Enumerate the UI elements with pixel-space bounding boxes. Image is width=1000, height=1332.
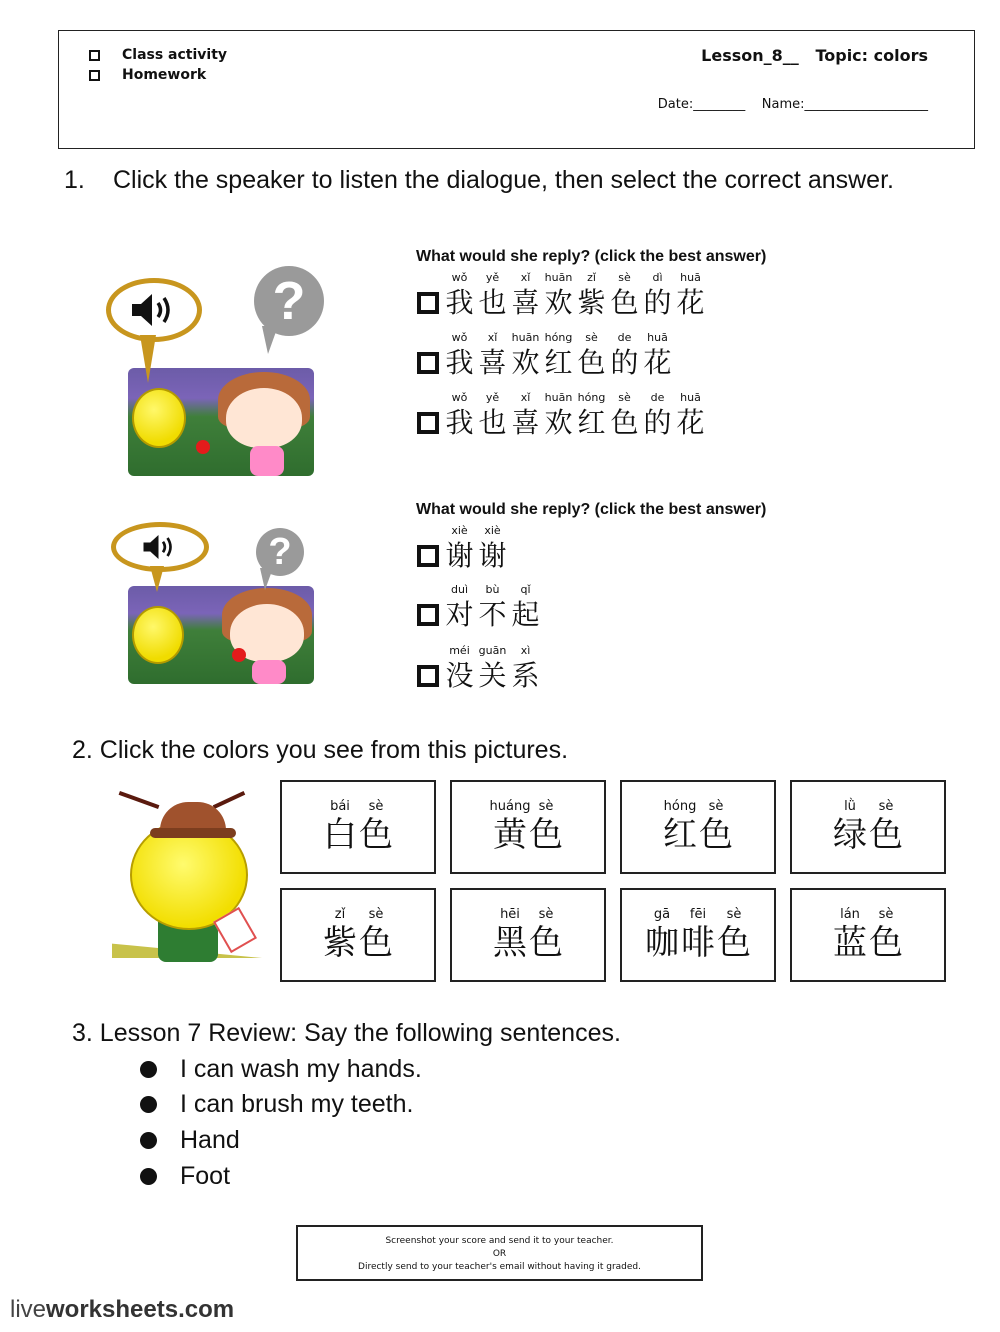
pinyin-text: xǐ — [520, 271, 531, 284]
hanzi-text: 谢 — [478, 539, 507, 572]
hanzi-text: 红 — [577, 406, 606, 439]
pinyin-text: sè — [368, 907, 384, 922]
hanzi-text: 色 — [359, 815, 393, 855]
hanzi-with-pinyin — [868, 907, 904, 963]
hanzi-with-pinyin — [575, 390, 608, 440]
logo-part-com: .com — [178, 1296, 235, 1323]
submit-instructions — [296, 1225, 703, 1281]
hanzi-text: 黑 — [493, 923, 527, 963]
hanzi-text: 系 — [511, 659, 540, 692]
pinyin-text: huān — [511, 331, 540, 344]
hanzi-text: 对 — [445, 598, 474, 631]
worksheet-header — [58, 30, 975, 149]
bubble-tail — [150, 566, 164, 592]
pinyin-text: sè — [878, 799, 894, 814]
pinyin-text: huā — [680, 391, 701, 404]
hanzi-with-pinyin — [322, 907, 358, 963]
hanzi-text: 我 — [445, 346, 474, 379]
bullet-icon — [140, 1061, 157, 1078]
hanzi-with-pinyin — [509, 582, 542, 632]
logo-part-live: live — [10, 1296, 47, 1323]
hanzi-with-pinyin — [443, 270, 476, 320]
question-bubble-icon: ? — [254, 266, 324, 336]
pinyin-text: huā — [647, 331, 668, 344]
bullet-icon — [140, 1168, 157, 1185]
hanzi-with-pinyin — [542, 270, 575, 320]
hanzi-with-pinyin — [476, 390, 509, 440]
pinyin-text: wǒ — [451, 391, 468, 404]
hanzi-text: 色 — [869, 815, 903, 855]
hanzi-with-pinyin — [716, 907, 752, 963]
q1-title: Click the speaker to listen the dialogue, then select the correct answer. — [113, 166, 894, 194]
hanzi-with-pinyin — [476, 270, 509, 320]
review-item-text: Hand — [180, 1126, 240, 1154]
pinyin-text: xì — [520, 644, 531, 657]
garden-picture — [128, 586, 314, 684]
pinyin-text: lǜ — [844, 799, 856, 814]
review-item — [140, 1162, 230, 1191]
hanzi-with-pinyin — [476, 330, 509, 380]
pinyin-text: hēi — [500, 907, 520, 922]
answer-option-2c[interactable] — [417, 643, 542, 693]
pinyin-text: huān — [544, 271, 573, 284]
pinyin-text: zǐ — [334, 907, 346, 922]
hanzi-with-pinyin — [443, 582, 476, 632]
review-item-text: Foot — [180, 1162, 231, 1190]
hanzi-text: 欢 — [544, 406, 573, 439]
pinyin-text: sè — [538, 799, 554, 814]
color-card-red[interactable] — [620, 780, 776, 874]
hanzi-with-pinyin — [476, 582, 509, 632]
q1-prompt-2: What would she reply? (click the best answer) — [416, 501, 767, 518]
hanzi-text: 的 — [610, 346, 639, 379]
review-item — [140, 1126, 240, 1155]
checkbox-icon[interactable] — [417, 412, 439, 434]
speaker-bubble-2[interactable] — [111, 522, 209, 572]
hanzi-text: 色 — [529, 923, 563, 963]
answer-option-2b[interactable] — [417, 582, 542, 632]
hanzi-text: 色 — [577, 346, 606, 379]
question-bubble-tail — [260, 568, 273, 590]
hanzi-text: 色 — [529, 815, 563, 855]
pinyin-text: lán — [840, 907, 860, 922]
checkbox-icon[interactable] — [417, 604, 439, 626]
pinyin-text: xiè — [451, 524, 468, 537]
date-name-line: Date:________ Name:___________________ — [657, 97, 928, 112]
hanzi-with-pinyin — [674, 270, 707, 320]
hanzi-text: 色 — [610, 286, 639, 319]
hanzi-with-pinyin — [575, 330, 608, 380]
lesson-topic: Lesson_8__ Topic: colors — [701, 46, 928, 65]
hanzi-text: 欢 — [511, 346, 540, 379]
hanzi-with-pinyin — [641, 330, 674, 380]
hanzi-text: 谢 — [445, 539, 474, 572]
color-card-purple[interactable] — [280, 888, 436, 982]
pinyin-text: xǐ — [487, 331, 498, 344]
hanzi-text: 花 — [643, 346, 672, 379]
pinyin-text: sè — [585, 331, 598, 344]
hanzi-text: 红 — [544, 346, 573, 379]
hanzi-text: 紫 — [323, 923, 357, 963]
hanzi-with-pinyin — [868, 799, 904, 855]
checkbox-icon[interactable] — [417, 352, 439, 374]
pinyin-text: méi — [449, 644, 470, 657]
bee-character — [132, 606, 184, 664]
hanzi-text: 白 — [323, 815, 357, 855]
hanzi-with-pinyin — [698, 799, 734, 855]
hanzi-with-pinyin — [575, 270, 608, 320]
hanzi-with-pinyin — [476, 523, 509, 573]
antenna-left — [119, 791, 160, 809]
hanzi-text: 黄 — [493, 815, 527, 855]
hanzi-with-pinyin — [443, 523, 476, 573]
hanzi-with-pinyin — [680, 907, 716, 963]
q1-number: 1. — [64, 166, 85, 194]
class-activity-checkbox[interactable] — [89, 47, 227, 63]
checkbox-icon[interactable] — [417, 665, 439, 687]
hanzi-text: 关 — [478, 659, 507, 692]
q1-prompt-1: What would she reply? (click the best answer) — [416, 248, 767, 265]
girl-dress — [252, 660, 286, 684]
color-card-blue[interactable] — [790, 888, 946, 982]
pinyin-text: duì — [450, 583, 468, 596]
hanzi-with-pinyin — [662, 799, 698, 855]
bullet-icon — [140, 1132, 157, 1149]
hanzi-with-pinyin — [832, 799, 868, 855]
hanzi-text: 欢 — [544, 286, 573, 319]
pinyin-text: huā — [680, 271, 701, 284]
speaker-icon — [130, 291, 178, 329]
hanzi-text: 花 — [676, 286, 705, 319]
hanzi-text: 色 — [359, 923, 393, 963]
pinyin-text: sè — [618, 391, 631, 404]
hanzi-text: 起 — [511, 598, 540, 631]
pinyin-text: sè — [618, 271, 631, 284]
hanzi-text: 红 — [663, 815, 697, 855]
hanzi-with-pinyin — [358, 907, 394, 963]
review-item — [140, 1090, 413, 1119]
antenna-right — [213, 791, 246, 809]
hanzi-with-pinyin — [528, 799, 564, 855]
color-card-green[interactable] — [790, 780, 946, 874]
hat-brim — [150, 828, 236, 838]
hanzi-with-pinyin — [322, 799, 358, 855]
hanzi-text: 色 — [610, 406, 639, 439]
hanzi-with-pinyin — [509, 643, 542, 693]
question-bubble-tail — [262, 326, 278, 354]
pinyin-text: sè — [368, 799, 384, 814]
review-item-text: I can wash my hands. — [180, 1055, 422, 1083]
hanzi-text: 色 — [699, 815, 733, 855]
color-card-black[interactable] — [450, 888, 606, 982]
pinyin-text: wǒ — [451, 271, 468, 284]
hanzi-with-pinyin — [358, 799, 394, 855]
pinyin-text: hóng — [663, 799, 697, 814]
color-card-yellow[interactable] — [450, 780, 606, 874]
instruction-line-3: Directly send to your teacher's email without having it graded. — [358, 1262, 641, 1272]
girl-face — [226, 388, 302, 448]
hanzi-text: 也 — [478, 286, 507, 319]
hanzi-text: 喜 — [511, 286, 540, 319]
liveworksheets-logo — [10, 1296, 234, 1324]
hanzi-with-pinyin — [443, 330, 476, 380]
pinyin-text: wǒ — [451, 331, 468, 344]
bullet-icon — [140, 1096, 157, 1113]
color-card-white[interactable] — [280, 780, 436, 874]
red-flower — [232, 648, 246, 662]
review-item-text: I can brush my teeth. — [180, 1090, 414, 1118]
hanzi-with-pinyin — [608, 390, 641, 440]
red-flower — [196, 440, 210, 454]
q2-title: 2. Click the colors you see from this pictures. — [72, 736, 569, 764]
pinyin-text: hóng — [577, 391, 606, 404]
instruction-line-2: OR — [492, 1249, 507, 1259]
hanzi-with-pinyin — [644, 907, 680, 963]
pinyin-text: guān — [478, 644, 507, 657]
hanzi-with-pinyin — [641, 270, 674, 320]
hanzi-text: 色 — [869, 923, 903, 963]
pinyin-text: gā — [653, 907, 671, 922]
hanzi-text: 色 — [717, 923, 751, 963]
pinyin-text: xiè — [484, 524, 501, 537]
hanzi-with-pinyin — [528, 907, 564, 963]
hanzi-with-pinyin — [443, 390, 476, 440]
hanzi-with-pinyin — [542, 390, 575, 440]
homework-label: Homework — [122, 67, 207, 83]
pinyin-text: de — [617, 331, 632, 344]
answer-option-1a[interactable] — [417, 270, 707, 320]
girl-dress — [250, 446, 284, 476]
hanzi-text: 也 — [478, 406, 507, 439]
pinyin-text: sè — [878, 907, 894, 922]
hanzi-text: 啡 — [681, 923, 715, 963]
pinyin-text: sè — [726, 907, 742, 922]
hanzi-text: 没 — [445, 659, 474, 692]
hanzi-text: 紫 — [577, 286, 606, 319]
q3-title: 3. Lesson 7 Review: Say the following sentences. — [72, 1019, 621, 1047]
logo-part-worksheets: worksheets — [46, 1296, 179, 1323]
hanzi-text: 蓝 — [833, 923, 867, 963]
hanzi-with-pinyin — [542, 330, 575, 380]
pinyin-text: qǐ — [520, 583, 531, 596]
hanzi-text: 绿 — [833, 815, 867, 855]
pinyin-text: dì — [652, 271, 663, 284]
bee-character — [132, 388, 186, 448]
hanzi-with-pinyin — [492, 907, 528, 963]
hanzi-text: 我 — [445, 286, 474, 319]
bubble-tail — [140, 335, 156, 383]
hanzi-with-pinyin — [509, 270, 542, 320]
speaker-icon — [142, 532, 178, 562]
pinyin-text: yě — [485, 271, 500, 284]
question-bubble-icon: ? — [256, 528, 304, 576]
checkbox-icon — [89, 50, 100, 61]
garden-picture — [128, 368, 314, 476]
hanzi-text: 咖 — [645, 923, 679, 963]
hanzi-with-pinyin — [509, 390, 542, 440]
color-card-brown[interactable] — [620, 888, 776, 982]
hanzi-with-pinyin — [674, 390, 707, 440]
answer-option-1c[interactable] — [417, 390, 707, 440]
checkbox-icon[interactable] — [417, 292, 439, 314]
hanzi-text: 花 — [676, 406, 705, 439]
pinyin-text: bái — [330, 799, 350, 814]
hanzi-text: 不 — [478, 598, 507, 631]
pinyin-text: hóng — [544, 331, 573, 344]
pinyin-text: bù — [485, 583, 500, 596]
checkbox-icon[interactable] — [417, 545, 439, 567]
hanzi-with-pinyin — [443, 643, 476, 693]
hanzi-with-pinyin — [608, 270, 641, 320]
hanzi-with-pinyin — [489, 799, 531, 855]
homework-checkbox[interactable] — [89, 67, 206, 83]
hanzi-with-pinyin — [641, 390, 674, 440]
checkbox-icon — [89, 70, 100, 81]
pinyin-text: sè — [538, 907, 554, 922]
pinyin-text: sè — [708, 799, 724, 814]
hanzi-text: 喜 — [478, 346, 507, 379]
pinyin-text: de — [650, 391, 665, 404]
hanzi-with-pinyin — [509, 330, 542, 380]
hanzi-text: 的 — [643, 406, 672, 439]
answer-option-1b[interactable] — [417, 330, 674, 380]
pinyin-text: huān — [544, 391, 573, 404]
hanzi-text: 我 — [445, 406, 474, 439]
instruction-line-1: Screenshot your score and send it to your teacher. — [385, 1236, 614, 1246]
hanzi-with-pinyin — [832, 907, 868, 963]
answer-option-2a[interactable] — [417, 523, 509, 573]
hanzi-text: 喜 — [511, 406, 540, 439]
pinyin-text: yě — [485, 391, 500, 404]
speaker-bubble-1[interactable] — [106, 278, 202, 342]
hanzi-text: 的 — [643, 286, 672, 319]
pinyin-text: zǐ — [587, 271, 596, 284]
hanzi-with-pinyin — [608, 330, 641, 380]
hanzi-with-pinyin — [476, 643, 509, 693]
class-activity-label: Class activity — [122, 47, 228, 63]
pinyin-text: fēi — [689, 907, 707, 922]
review-item — [140, 1055, 422, 1084]
pinyin-text: huáng — [489, 799, 531, 814]
pinyin-text: xǐ — [520, 391, 531, 404]
